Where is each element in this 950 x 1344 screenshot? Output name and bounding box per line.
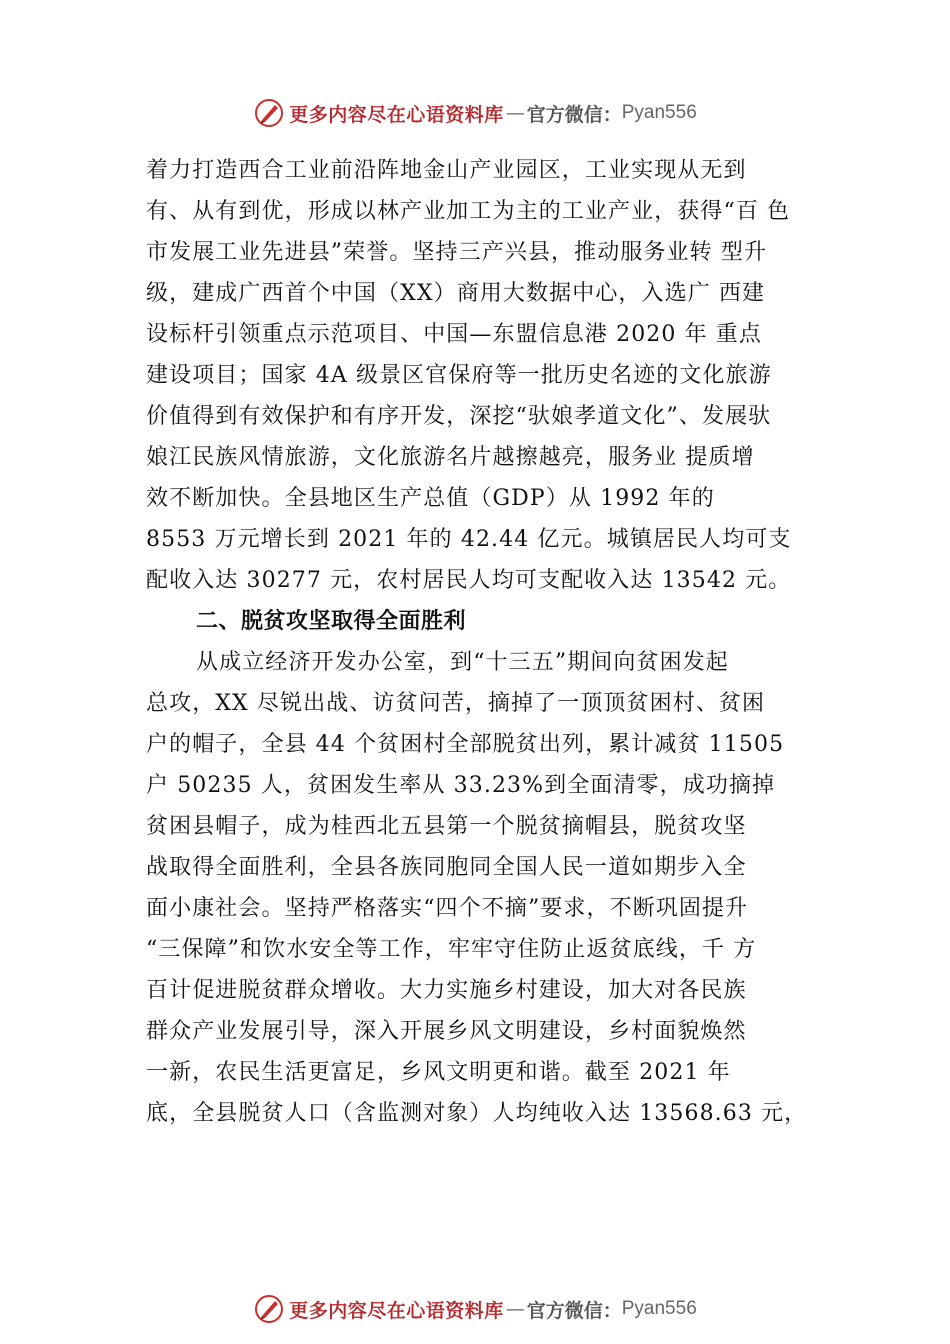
text-line: 群众产业发展引导，深入开展乡风文明建设，乡村面貌焕然 xyxy=(146,1019,747,1044)
text-line: 设标杆引领重点示范项目、中国—东盟信息港 2020 年 重点 xyxy=(146,322,762,347)
text-line: 价值得到有效保护和有序开发，深挖“驮娘孝道文化”、发展驮 xyxy=(146,404,772,429)
text-line: 战取得全面胜利，全县各族同胞同全国人民一道如期步入全 xyxy=(146,855,747,880)
paragraph-1 xyxy=(146,150,836,601)
header-banner xyxy=(0,96,950,130)
banner-label: 官方微信： xyxy=(526,103,622,126)
text-line: 百计促进脱贫群众增收。大力实施乡村建设，加大对各民族 xyxy=(146,978,747,1003)
text-line: 一新，农民生活更富足，乡风文明更和谐。截至 2021 年 xyxy=(146,1060,731,1085)
section-heading: 二、脱贫攻坚取得全面胜利 xyxy=(196,609,467,634)
text-line: 户 50235 人，贫困发生率从 33.23%到全面清零，成功摘掉 xyxy=(146,773,776,798)
text-line: 贫困县帽子，成为桂西北五县第一个脱贫摘帽县，脱贫攻坚 xyxy=(146,814,747,839)
banner-label: 官方微信： xyxy=(526,1299,622,1322)
footer-banner xyxy=(0,1292,950,1326)
text-line: 娘江民族风情旅游，文化旅游名片越擦越亮，服务业 提质增 xyxy=(146,445,755,470)
text-line: “三保障”和饮水安全等工作，牢牢守住防止返贫底线，千 方 xyxy=(146,937,757,962)
banner-wechat-id: Pyan556 xyxy=(621,102,697,123)
document-body xyxy=(146,150,836,1134)
banner-main-text: 更多内容尽在心语资料库 xyxy=(289,103,504,126)
pen-logo-icon xyxy=(253,1293,285,1325)
text-line: 底，全县脱贫人口（含监测对象）人均纯收入达 13568.63 元， xyxy=(146,1101,808,1126)
banner-dash: — xyxy=(505,1298,525,1320)
text-line: 市发展工业先进县”荣誉。坚持三产兴县，推动服务业转 型升 xyxy=(146,240,768,265)
text-line: 有、从有到优，形成以林产业加工为主的工业产业，获得“百 色 xyxy=(146,199,791,224)
banner-dash: — xyxy=(505,102,525,124)
text-line: 效不断加快。全县地区生产总值（GDP）从 1992 年的 xyxy=(146,486,715,511)
banner-wechat-id: Pyan556 xyxy=(621,1298,697,1319)
text-line: 建设项目；国家 4A 级景区官保府等一批历史名迹的文化旅游 xyxy=(146,363,772,388)
paragraph-2 xyxy=(146,642,836,1134)
text-line: 户的帽子，全县 44 个贫困村全部脱贫出列，累计减贫 11505 xyxy=(146,732,785,757)
text-line: 面小康社会。坚持严格落实“四个不摘”要求，不断巩固提升 xyxy=(146,896,749,921)
text-line: 从成立经济开发办公室，到“十三五”期间向贫困发起 xyxy=(196,650,729,675)
pen-logo-icon xyxy=(253,97,285,129)
banner-main-text: 更多内容尽在心语资料库 xyxy=(289,1299,504,1322)
text-line: 总攻，XX 尽锐出战、访贫问苦，摘掉了一顶顶贫困村、贫困 xyxy=(146,691,766,716)
text-line: 着力打造西合工业前沿阵地金山产业园区，工业实现从无到 xyxy=(146,158,747,183)
text-line: 配收入达 30277 元，农村居民人均可支配收入达 13542 元。 xyxy=(146,568,792,593)
text-line: 8553 万元增长到 2021 年的 42.44 亿元。城镇居民人均可支 xyxy=(146,527,792,552)
text-line: 级，建成广西首个中国（XX）商用大数据中心，入选广 西建 xyxy=(146,281,766,306)
